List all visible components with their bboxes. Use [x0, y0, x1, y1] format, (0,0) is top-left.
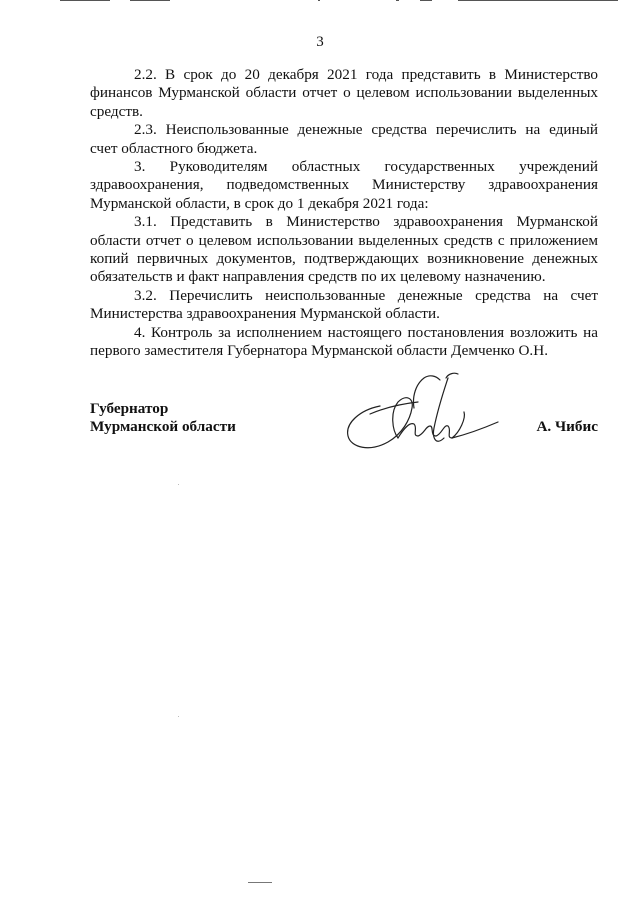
document-body	[90, 66, 598, 361]
signer-name: А. Чибис	[536, 418, 598, 435]
page-number: 3	[316, 34, 324, 50]
paragraph-4: 4. Контроль за исполнением настоящего постановления возложить на первого заместителя Губернатора Мурманской области Демченко О.Н.	[90, 323, 598, 360]
paragraph-3-1: 3.1. Представить в Министерство здравоохранения Мурманской области отчет о целевом использовании выделенных средств с приложением копий первичных документов, подтверждающих возникновение денежных обязательств и факт направления средств по их целевому назначению.	[90, 213, 598, 286]
handwritten-signature	[340, 368, 505, 458]
signer-position	[90, 400, 236, 437]
paragraph-2-2: 2.2. В срок до 20 декабря 2021 года представить в Министерство финансов Мурманской области отчет о целевом использовании выделенных средств.	[90, 66, 598, 120]
paragraph-3-2: 3.2. Перечислить неиспользованные денежные средства на счет Министерства здравоохранения Мурманской области.	[90, 286, 598, 323]
paragraph-2-3: 2.3. Неиспользованные денежные средства перечислить на единый счет областного бюджета.	[90, 121, 598, 157]
scan-bottom-mark	[248, 882, 272, 883]
scan-speck	[178, 484, 179, 485]
paragraph-3: 3. Руководителям областных государственных учреждений здравоохранения, подведомственных Министерству здравоохранения Мурманской области, в срок до 1 декабря 2021 года:	[90, 158, 598, 212]
scan-top-edge	[0, 0, 640, 4]
signature-block	[90, 398, 598, 468]
signer-position-line2: Мурманской области	[90, 418, 236, 436]
scan-speck	[178, 716, 179, 717]
signer-position-line1: Губернатор	[90, 400, 169, 417]
